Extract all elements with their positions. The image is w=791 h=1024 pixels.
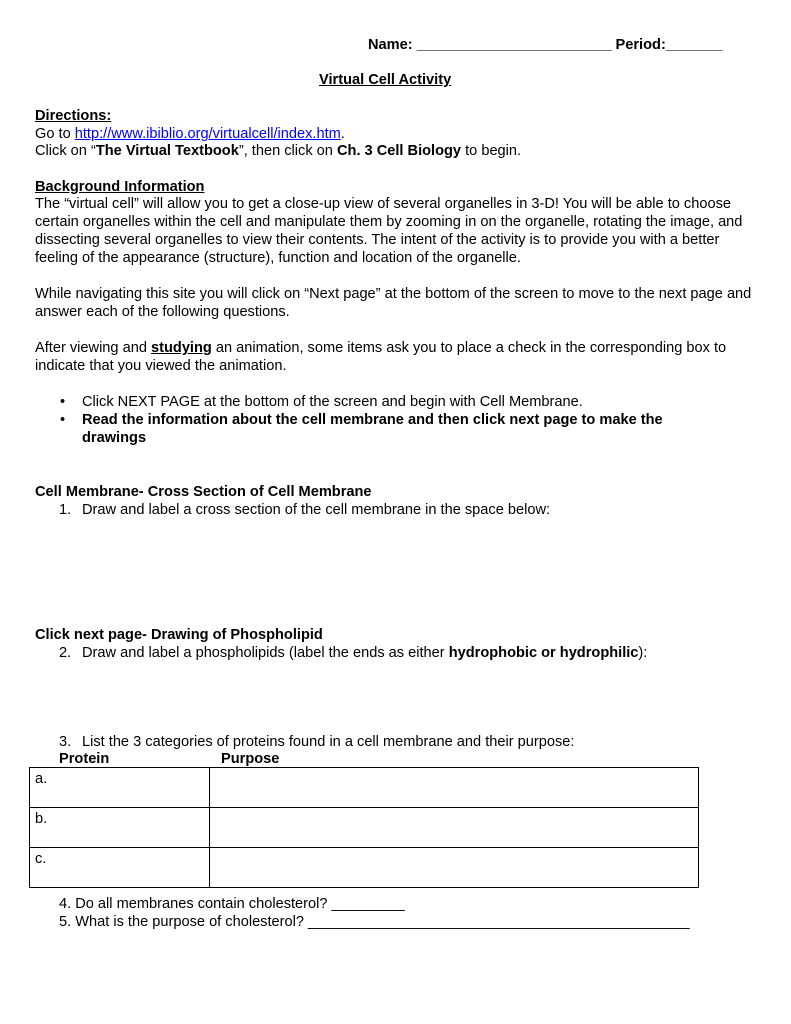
directions-click xyxy=(35,142,521,160)
bullet-icon: • xyxy=(60,394,66,410)
bullet-item-1: Click NEXT PAGE at the bottom of the screen and begin with Cell Membrane. xyxy=(82,394,583,410)
after-text-2: an animation, some items ask you to place a check in the corresponding box to indicate that you viewed the animation. xyxy=(35,340,727,374)
q2-text-1: Draw and label a phospholipids (label the ends as either xyxy=(82,645,449,661)
name-blank: ________________________ xyxy=(416,37,612,53)
after-viewing-paragraph xyxy=(35,339,757,375)
virtual-textbook-label: The Virtual Textbook xyxy=(95,143,239,159)
studying-word: studying xyxy=(151,340,212,356)
name-label: Name: xyxy=(368,37,413,53)
bullet-icon: • xyxy=(60,412,66,428)
after-text-1: After viewing and xyxy=(35,340,152,356)
purpose-cell[interactable] xyxy=(210,808,699,848)
click-text-3: to begin. xyxy=(461,143,522,159)
question-1-number: 1. xyxy=(59,502,72,518)
phospholipid-heading: Click next page- Drawing of Phospholipid xyxy=(35,627,323,643)
protein-table xyxy=(29,767,699,888)
page-title: Virtual Cell Activity xyxy=(319,72,452,88)
directions-heading: Directions: xyxy=(35,108,112,124)
bullet-item-2: Read the information about the cell membrane and then click next page to make the drawings xyxy=(82,412,663,446)
q2-text-2: ): xyxy=(638,645,648,661)
directions-goto xyxy=(35,125,345,143)
table-row xyxy=(30,808,699,848)
protein-column-header: Protein xyxy=(59,751,110,767)
protein-cell[interactable]: c. xyxy=(30,848,210,888)
purpose-cell[interactable] xyxy=(210,848,699,888)
name-field xyxy=(368,36,723,54)
question-2-number: 2. xyxy=(59,645,72,661)
goto-prefix: Go to xyxy=(35,126,75,142)
chapter-label: Ch. 3 Cell Biology xyxy=(336,143,462,159)
question-2-text xyxy=(82,644,647,662)
table-row xyxy=(30,768,699,808)
goto-suffix: . xyxy=(340,126,345,142)
period-label: Period: xyxy=(615,37,666,53)
question-3-number: 3. xyxy=(59,734,72,750)
navigation-paragraph: While navigating this site you will click on “Next page” at the bottom of the screen to move to the next page and answer each of the following questions. xyxy=(35,286,752,320)
purpose-cell[interactable] xyxy=(210,768,699,808)
question-4: 4. Do all membranes contain cholesterol? _________ xyxy=(59,896,405,912)
protein-cell[interactable]: a. xyxy=(30,768,210,808)
purpose-column-header: Purpose xyxy=(221,751,280,767)
question-5: 5. What is the purpose of cholesterol? _______________________________________________ xyxy=(59,914,690,930)
table-row xyxy=(30,848,699,888)
question-3-text: List the 3 categories of proteins found in a cell membrane and their purpose: xyxy=(82,734,575,750)
cell-membrane-heading: Cell Membrane- Cross Section of Cell Membrane xyxy=(35,484,372,500)
background-paragraph: The “virtual cell” will allow you to get a close-up view of several organelles in 3-D! You will be able to choose certain organelles within the cell and manipulate them by zooming in on the organelle, rotating the image, and dissecting several organelles to view their contents. The intent of the activity is to provide you with a better feeling of the appearance (structure), function and location of the organelle. xyxy=(35,196,743,266)
virtual-cell-link[interactable]: http://www.ibiblio.org/virtualcell/index.htm xyxy=(74,126,341,142)
protein-cell[interactable]: b. xyxy=(30,808,210,848)
click-text-2: ”, then click on xyxy=(238,143,337,159)
q2-bold: hydrophobic or hydrophilic xyxy=(448,645,639,661)
period-blank: _______ xyxy=(665,37,723,53)
click-text-1: Click on “ xyxy=(35,143,96,159)
question-1-text: Draw and label a cross section of the cell membrane in the space below: xyxy=(82,502,551,518)
background-heading: Background Information xyxy=(35,179,205,195)
